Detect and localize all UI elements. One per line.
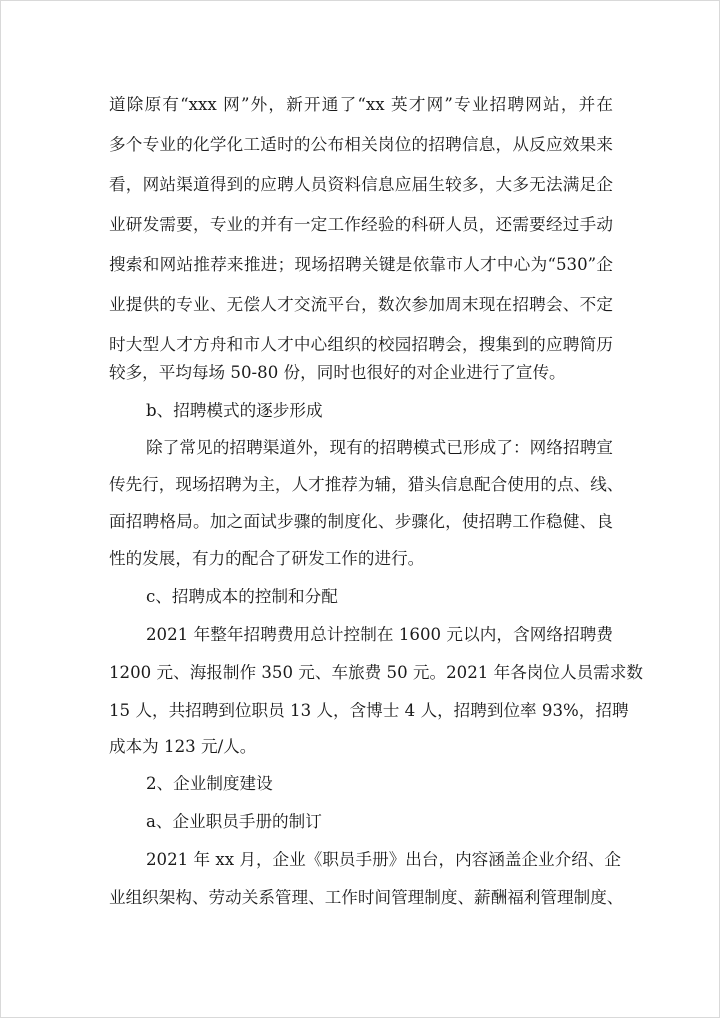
paragraph-line: 15 人，共招聘到位职员 13 人，含博士 4 人，招聘到位率 93%，招聘: [109, 701, 629, 720]
subsection-heading: a、企业职员手册的制订: [146, 812, 322, 831]
paragraph-line: 道除原有“xxx 网”外，新开通了“xx 英才网”专业招聘网站，并在: [109, 95, 613, 114]
section-heading: b、招聘模式的逐步形成: [146, 401, 323, 420]
paragraph-line: 业研发需要，专业的并有一定工作经验的科研人员，还需要经过手动: [109, 215, 613, 234]
section-heading: c、招聘成本的控制和分配: [146, 587, 338, 606]
paragraph-line: 除了常见的招聘渠道外，现有的招聘模式已形成了：网络招聘宣: [146, 438, 613, 457]
paragraph-line: 业提供的专业、无偿人才交流平台，数次参加周末现在招聘会、不定: [109, 295, 613, 314]
section-heading: 2、企业制度建设: [146, 774, 273, 793]
paragraph-line: 传先行，现场招聘为主，人才推荐为辅，猎头信息配合使用的点、线、: [109, 475, 624, 494]
paragraph-line: 1200 元、海报制作 350 元、车旅费 50 元。2021 年各岗位人员需求数: [109, 663, 643, 682]
paragraph-line: 成本为 123 元/人。: [109, 737, 257, 756]
paragraph-line: 时大型人才方舟和市人才中心组织的校园招聘会，搜集到的应聘简历: [109, 335, 613, 354]
paragraph-line: 2021 年整年招聘费用总计控制在 1600 元以内，含网络招聘费: [146, 625, 613, 644]
paragraph-line: 2021 年 xx 月，企业《职员手册》出台，内容涵盖企业介绍、企: [146, 850, 622, 869]
paragraph-line: 看，网站渠道得到的应聘人员资料信息应届生较多，大多无法满足企: [109, 175, 613, 194]
paragraph-line: 多个专业的化学化工适时的公布相关岗位的招聘信息，从反应效果来: [109, 135, 613, 154]
paragraph-line: 搜索和网站推荐来推进；现场招聘关键是依靠市人才中心为“530”企: [109, 255, 613, 274]
paragraph-line: 性的发展，有力的配合了研发工作的进行。: [109, 549, 425, 568]
paragraph-line: 业组织架构、劳动关系管理、工作时间管理制度、薪酬福利管理制度、: [109, 888, 624, 907]
paragraph-line: 面招聘格局。加之面试步骤的制度化、步骤化，使招聘工作稳健、良: [109, 512, 613, 531]
paragraph-line: 较多，平均每场 50-80 份，同时也很好的对企业进行了宣传。: [109, 363, 566, 382]
